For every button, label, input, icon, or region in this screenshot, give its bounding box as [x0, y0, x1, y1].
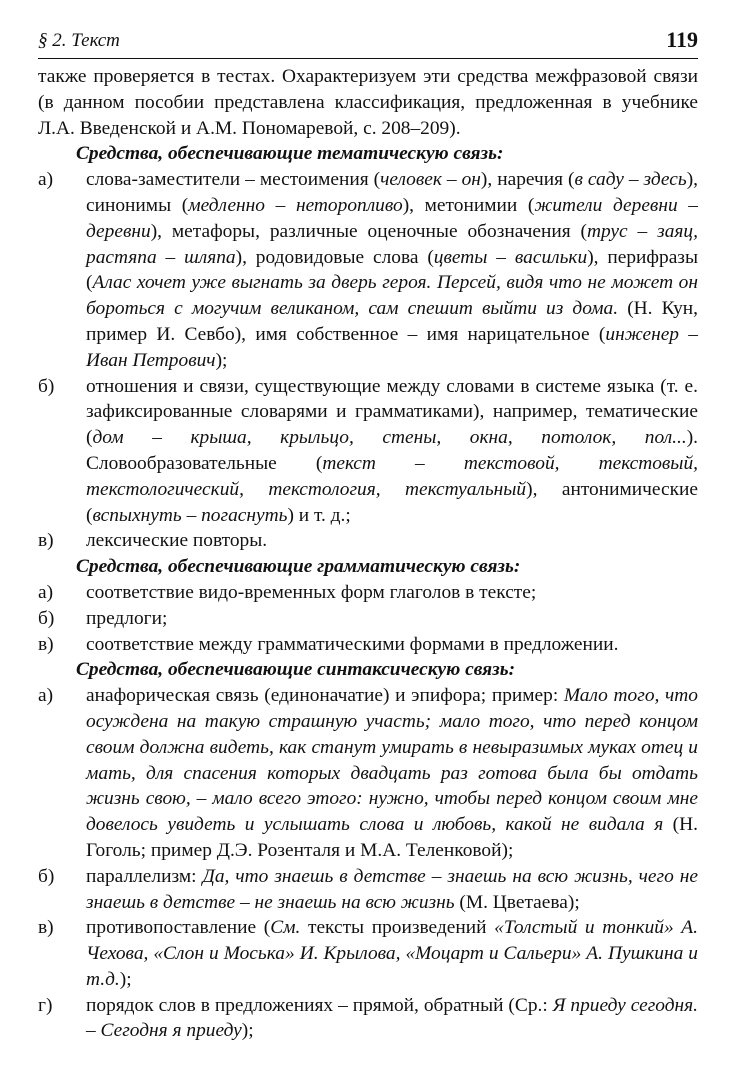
- italic-text: Мало того, что осуждена на такую страшную участь; мало того, что перед концом своим должна видеть, как станут умирать в невыразимых муках отец и мать, для спасения которых двадцать раз готова была бы отдать жизнь свою, – мало всего этого: нужно, чтобы перед концом своим мне довелось увидеть и услышать слова и любовь, какой не видала я: [86, 685, 698, 836]
- heading-thematic: Средства, обеспечивающие тематическую связь:: [76, 143, 504, 165]
- list-marker: б): [38, 607, 55, 629]
- text-run: ), перифразы (: [86, 246, 698, 294]
- text-run: анафорическая связь (единоначатие) и эпифора; пример:: [86, 685, 564, 707]
- italic-text: инженер – Иван Петрович: [86, 323, 698, 371]
- list-item: [38, 915, 698, 992]
- italic-text: трус – заяц, растяпа – шляпа: [86, 220, 698, 268]
- text-run: ), наречия (: [480, 169, 575, 191]
- intro-paragraph: [38, 64, 698, 141]
- text-run: слова-заместители – местоимения (: [86, 169, 381, 191]
- list-item: [38, 606, 698, 632]
- text-run: также проверяется в тестах. Охарактеризуем эти средства межфразовой связи (в данном пособии представлена классификация, предложенная в учебнике Л.А. Введенской и А.М. Пономаревой, с. 208–209).: [38, 66, 698, 139]
- grammatical-list: [38, 580, 698, 657]
- text-run: противопоставление (: [86, 917, 271, 939]
- list-marker: а): [38, 581, 54, 603]
- text-run: (Н. Гоголь; пример Д.Э. Розенталя и М.А. Теленковой);: [86, 814, 698, 861]
- list-item: [38, 528, 698, 554]
- text-run: ) и т. д.;: [287, 504, 351, 526]
- heading-grammatical: Средства, обеспечивающие грамматическую связь:: [76, 556, 521, 578]
- text-run: параллелизм:: [86, 865, 203, 887]
- list-item: [38, 167, 698, 373]
- italic-text: «Толстый и тонкий» А. Чехова, «Слон и Моська» И. Крылова, «Моцарт и Сальери» А. Пушкина и т.д.: [86, 917, 698, 990]
- list-item: [38, 580, 698, 606]
- text-run: тексты произведений: [300, 917, 495, 939]
- italic-text: Алас хочет уже выгнать за дверь героя. Персей, видя что не может он бороться с могучим великаном, сам спешит выйти из дома.: [86, 272, 698, 320]
- italic-text: в саду – здесь: [574, 169, 687, 191]
- italic-text: медленно – неторопливо: [188, 194, 403, 216]
- text-run: предлоги;: [86, 607, 168, 629]
- page-body: [38, 64, 698, 1044]
- text-run: ), родовидовые слова (: [235, 246, 434, 268]
- thematic-list: [38, 167, 698, 554]
- italic-text: Да, что знаешь в детстве – знаешь на всю жизнь, чего не знаешь в детстве – не знаешь на всю жизнь: [86, 865, 699, 913]
- list-marker: б): [38, 865, 55, 887]
- text-run: ), метонимии (: [402, 194, 535, 216]
- list-item: [38, 864, 698, 916]
- list-marker: а): [38, 169, 54, 191]
- text-run: порядок слов в предложениях – прямой, обратный (Ср.:: [86, 994, 553, 1016]
- page-header: [38, 24, 698, 59]
- text-run: отношения и связи, существующие между словами в системе языка (т. е. зафиксированные словарями и грамматиками), например, тематические (: [86, 375, 698, 449]
- list-item: [38, 683, 698, 864]
- text-run: (М. Цветаева);: [454, 891, 580, 913]
- italic-text: Я приеду сегодня. – Сегодня я приеду: [86, 994, 698, 1042]
- list-marker: в): [38, 530, 54, 552]
- section-title: § 2. Текст: [38, 30, 120, 51]
- italic-text: жители деревни – деревни: [86, 194, 698, 242]
- text-run: соответствие между грамматическими формами в предложении.: [86, 633, 619, 655]
- list-marker: г): [38, 994, 53, 1016]
- text-run: ), метафоры, различные оценочные обозначения (: [150, 220, 587, 242]
- italic-text: дом – крыша, крыльцо, стены, окна, потолок, пол...: [92, 427, 687, 449]
- italic-text: вспыхнуть – погаснуть: [92, 504, 288, 526]
- text-run: лексические повторы.: [86, 530, 268, 552]
- italic-text: цветы – васильки: [433, 246, 588, 268]
- text-run: );: [241, 1020, 254, 1042]
- list-item: [38, 374, 698, 529]
- syntactic-list: [38, 683, 698, 1044]
- list-marker: б): [38, 375, 55, 397]
- list-item: [38, 993, 698, 1045]
- italic-text: человек – он: [380, 169, 481, 191]
- italic-text: См.: [270, 917, 301, 939]
- list-marker: а): [38, 685, 54, 707]
- italic-text: текст – текстовой, текстовый, текстологический, текстология, текстуальный: [86, 452, 698, 500]
- list-marker: в): [38, 633, 54, 655]
- text-run: );: [215, 349, 228, 371]
- text-run: (Н. Кун, пример И. Севбо), имя собственное – имя нарицательное (: [86, 298, 698, 345]
- text-run: ), синонимы (: [86, 169, 698, 216]
- page-number: 119: [666, 27, 698, 52]
- list-item: [38, 632, 698, 658]
- heading-syntactic: Средства, обеспечивающие синтаксическую связь:: [76, 659, 516, 681]
- text-run: ). Словообразовательные (: [86, 427, 698, 474]
- text-run: );: [119, 968, 132, 990]
- text-run: соответствие видо-временных форм глаголов в тексте;: [86, 581, 537, 603]
- text-run: ), антонимические (: [86, 478, 698, 526]
- list-marker: в): [38, 917, 54, 939]
